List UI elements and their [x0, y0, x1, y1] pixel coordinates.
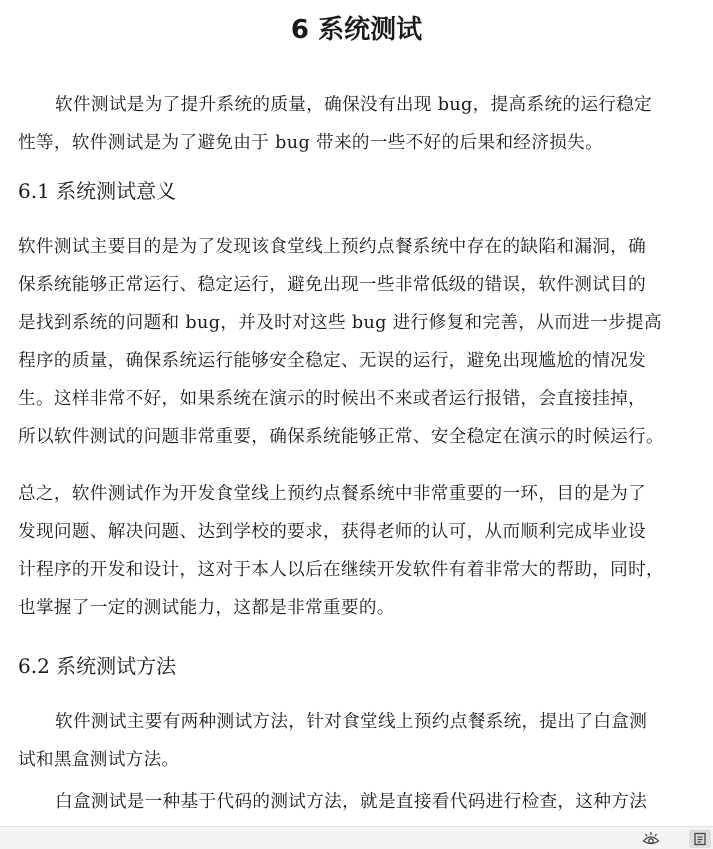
text-line: 发现问题、解决问题、达到学校的要求，获得老师的认可，从而顺利完成毕业设 [18, 522, 647, 542]
section-6-2-paragraph-2 [18, 783, 711, 821]
chapter-title: 6 系统测试 [290, 15, 423, 45]
eye-protection-icon[interactable] [640, 830, 662, 848]
text-line: 保系统能够正常运行、稳定运行，避免出现一些非常低级的错误，软件测试目的 [18, 275, 647, 295]
text-line: 试和黑盒测试方法。 [18, 750, 180, 770]
text-line: 计程序的开发和设计，这对于本人以后在继续开发软件有着非常大的帮助，同时， [18, 560, 664, 580]
intro-paragraph [18, 86, 711, 162]
text-line: 是找到系统的问题和 bug，并及时对这些 bug 进行修复和完善，从而进一步提高 [18, 313, 662, 333]
section-6-1-paragraph-1 [18, 228, 711, 456]
status-bar [0, 826, 713, 849]
text-line: 软件测试主要有两种测试方法，针对食堂线上预约点餐系统，提出了白盒测 [55, 712, 648, 732]
section-6-1-paragraph-2 [18, 475, 711, 627]
text-line: 软件测试是为了提升系统的质量，确保没有出现 bug，提高系统的运行稳定 [55, 95, 653, 115]
text-line: 所以软件测试的问题非常重要，确保系统能够正常、安全稳定在演示的时候运行。 [18, 427, 664, 447]
text-line: 生。这样非常不好，如果系统在演示的时候出不来或者运行报错，会直接挂掉， [18, 389, 647, 409]
text-line: 软件测试主要目的是为了发现该食堂线上预约点餐系统中存在的缺陷和漏洞，确 [18, 237, 647, 257]
reading-mode-icon[interactable] [689, 830, 711, 848]
text-line: 总之，软件测试作为开发食堂线上预约点餐系统中非常重要的一环，目的是为了 [18, 484, 647, 504]
section-6-2-paragraph-1 [18, 703, 711, 779]
section-heading-6-1: 6.1 系统测试意义 [18, 179, 177, 203]
section-heading-6-2: 6.2 系统测试方法 [18, 654, 177, 678]
text-line: 也掌握了一定的测试能力，这都是非常重要的。 [18, 598, 395, 618]
text-line: 白盒测试是一种基于代码的测试方法，就是直接看代码进行检查，这种方法 [55, 792, 648, 812]
text-line: 性等，软件测试是为了避免由于 bug 带来的一些不好的后果和经济损失。 [18, 133, 604, 153]
text-line: 程序的质量，确保系统运行能够安全稳定、无误的运行，避免出现尴尬的情况发 [18, 351, 647, 371]
